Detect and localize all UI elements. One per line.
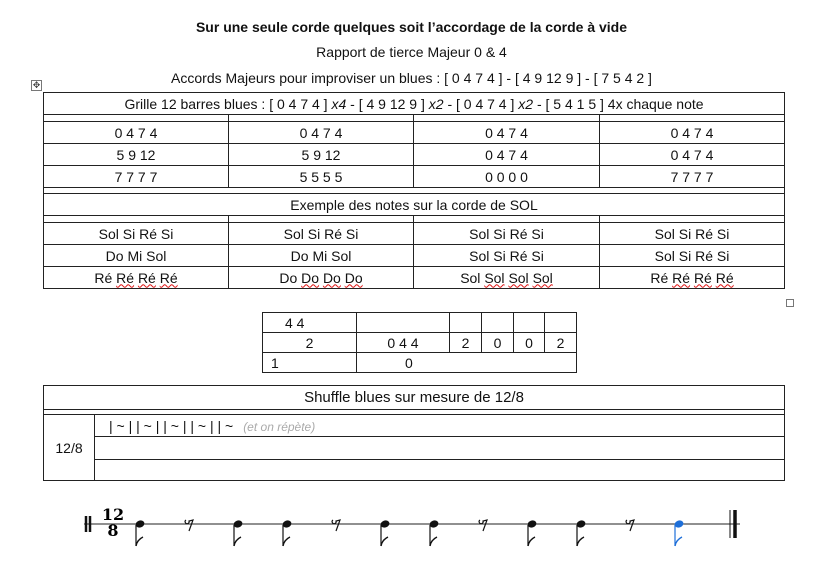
tab-table (262, 312, 577, 373)
example-cell: Do Mi Sol (44, 245, 229, 267)
grid-title: Grille 12 barres blues : [ 0 4 7 4 ] x4 - [ 4 9 12 9 ] x2 - [ 0 4 7 4 ] x2 - [ 5 4 1 5 ] 4x chaque note (44, 93, 785, 115)
shuffle-table (43, 385, 785, 481)
eighth-rest-icon (626, 520, 634, 531)
note-flag (381, 537, 388, 546)
grid-cell: 5 5 5 5 (229, 166, 414, 188)
grid-row (44, 166, 785, 188)
example-cell: Ré Ré Ré Ré (44, 267, 229, 289)
note-flag (528, 537, 535, 546)
grid-cell: 7 7 7 7 (44, 166, 229, 188)
note-flag (234, 537, 241, 546)
example-cell: Sol Si Ré Si (600, 223, 785, 245)
empty-cell (95, 460, 785, 481)
eighth-rest-icon (479, 520, 487, 531)
grid-cell: 7 7 7 7 (600, 166, 785, 188)
note-flag (430, 537, 437, 546)
example-cell: Sol Sol Sol Sol (414, 267, 600, 289)
example-cell: Sol Si Ré Si (414, 223, 600, 245)
eighth-rest-icon (185, 520, 193, 531)
tab-cell: 2 (263, 333, 357, 353)
grid-cell: 5 9 12 (44, 144, 229, 166)
tab-cell: 2 (545, 333, 577, 353)
example-cell: Sol Si Ré Si (229, 223, 414, 245)
empty-cell (95, 437, 785, 460)
tab-cell: 0 4 4 (357, 333, 450, 353)
table-resize-handle[interactable] (786, 299, 794, 307)
example-row (44, 245, 785, 267)
tab-cell: 0 (482, 333, 514, 353)
grid-cell: 0 4 7 4 (414, 122, 600, 144)
tab-cell (482, 313, 514, 333)
shuffle-pattern-cell: | ~ | | ~ | | ~ | | ~ | | ~ (et on répète) (95, 415, 785, 437)
grid-cell: 0 4 7 4 (44, 122, 229, 144)
example-cell: Sol Si Ré Si (414, 245, 600, 267)
note-flag (577, 537, 584, 546)
tab-cell (450, 313, 482, 333)
grid-row (44, 144, 785, 166)
page-title: Sur une seule corde quelques soit l’accordage de la corde à vide (195, 19, 628, 35)
time-signature-cell: 12/8 (44, 415, 95, 481)
example-cell: Do Do Do Do (229, 267, 414, 289)
table-move-handle-icon[interactable]: ✥ (32, 80, 41, 90)
tab-cell: 2 (450, 333, 482, 353)
page-subtitle: Rapport de tierce Majeur 0 & 4 (316, 44, 507, 60)
grid-cell: 0 0 0 0 (414, 166, 600, 188)
chords-line: Accords Majeurs pour improviser un blues : [ 0 4 7 4 ] - [ 4 9 12 9 ] - [ 7 5 4 2 ] (171, 70, 652, 86)
eighth-rest-icon (332, 520, 340, 531)
tab-cell (545, 313, 577, 333)
tab-cell: 4 4 (263, 313, 357, 333)
grid-row (44, 122, 785, 144)
example-cell: Sol Si Ré Si (600, 245, 785, 267)
tab-cell (514, 313, 545, 333)
tab-cell: 0 (514, 333, 545, 353)
tab-cell: 1 (263, 353, 357, 373)
tab-cell: 0 (357, 353, 577, 373)
example-cell: Do Mi Sol (229, 245, 414, 267)
tab-cell (357, 313, 450, 333)
note-flag (283, 537, 290, 546)
music-staff (80, 505, 750, 550)
grid-cell: 0 4 7 4 (414, 144, 600, 166)
example-row (44, 223, 785, 245)
grid-cell: 5 9 12 (229, 144, 414, 166)
repeat-note: (et on répète) (243, 419, 316, 434)
example-cell: Ré Ré Ré Ré (600, 267, 785, 289)
example-title: Exemple des notes sur la corde de SOL (44, 194, 785, 216)
note-flag (675, 537, 682, 546)
grid-cell: 0 4 7 4 (229, 122, 414, 144)
shuffle-title: Shuffle blues sur mesure de 12/8 (44, 386, 785, 410)
grid-cell: 0 4 7 4 (600, 144, 785, 166)
example-cell: Sol Si Ré Si (44, 223, 229, 245)
time-sig-bottom: 8 (107, 521, 119, 540)
blues-grid-table (43, 92, 785, 289)
example-row (44, 267, 785, 289)
grid-cell: 0 4 7 4 (600, 122, 785, 144)
time-sig-top: 12 (101, 505, 125, 524)
note-flag (136, 537, 143, 546)
